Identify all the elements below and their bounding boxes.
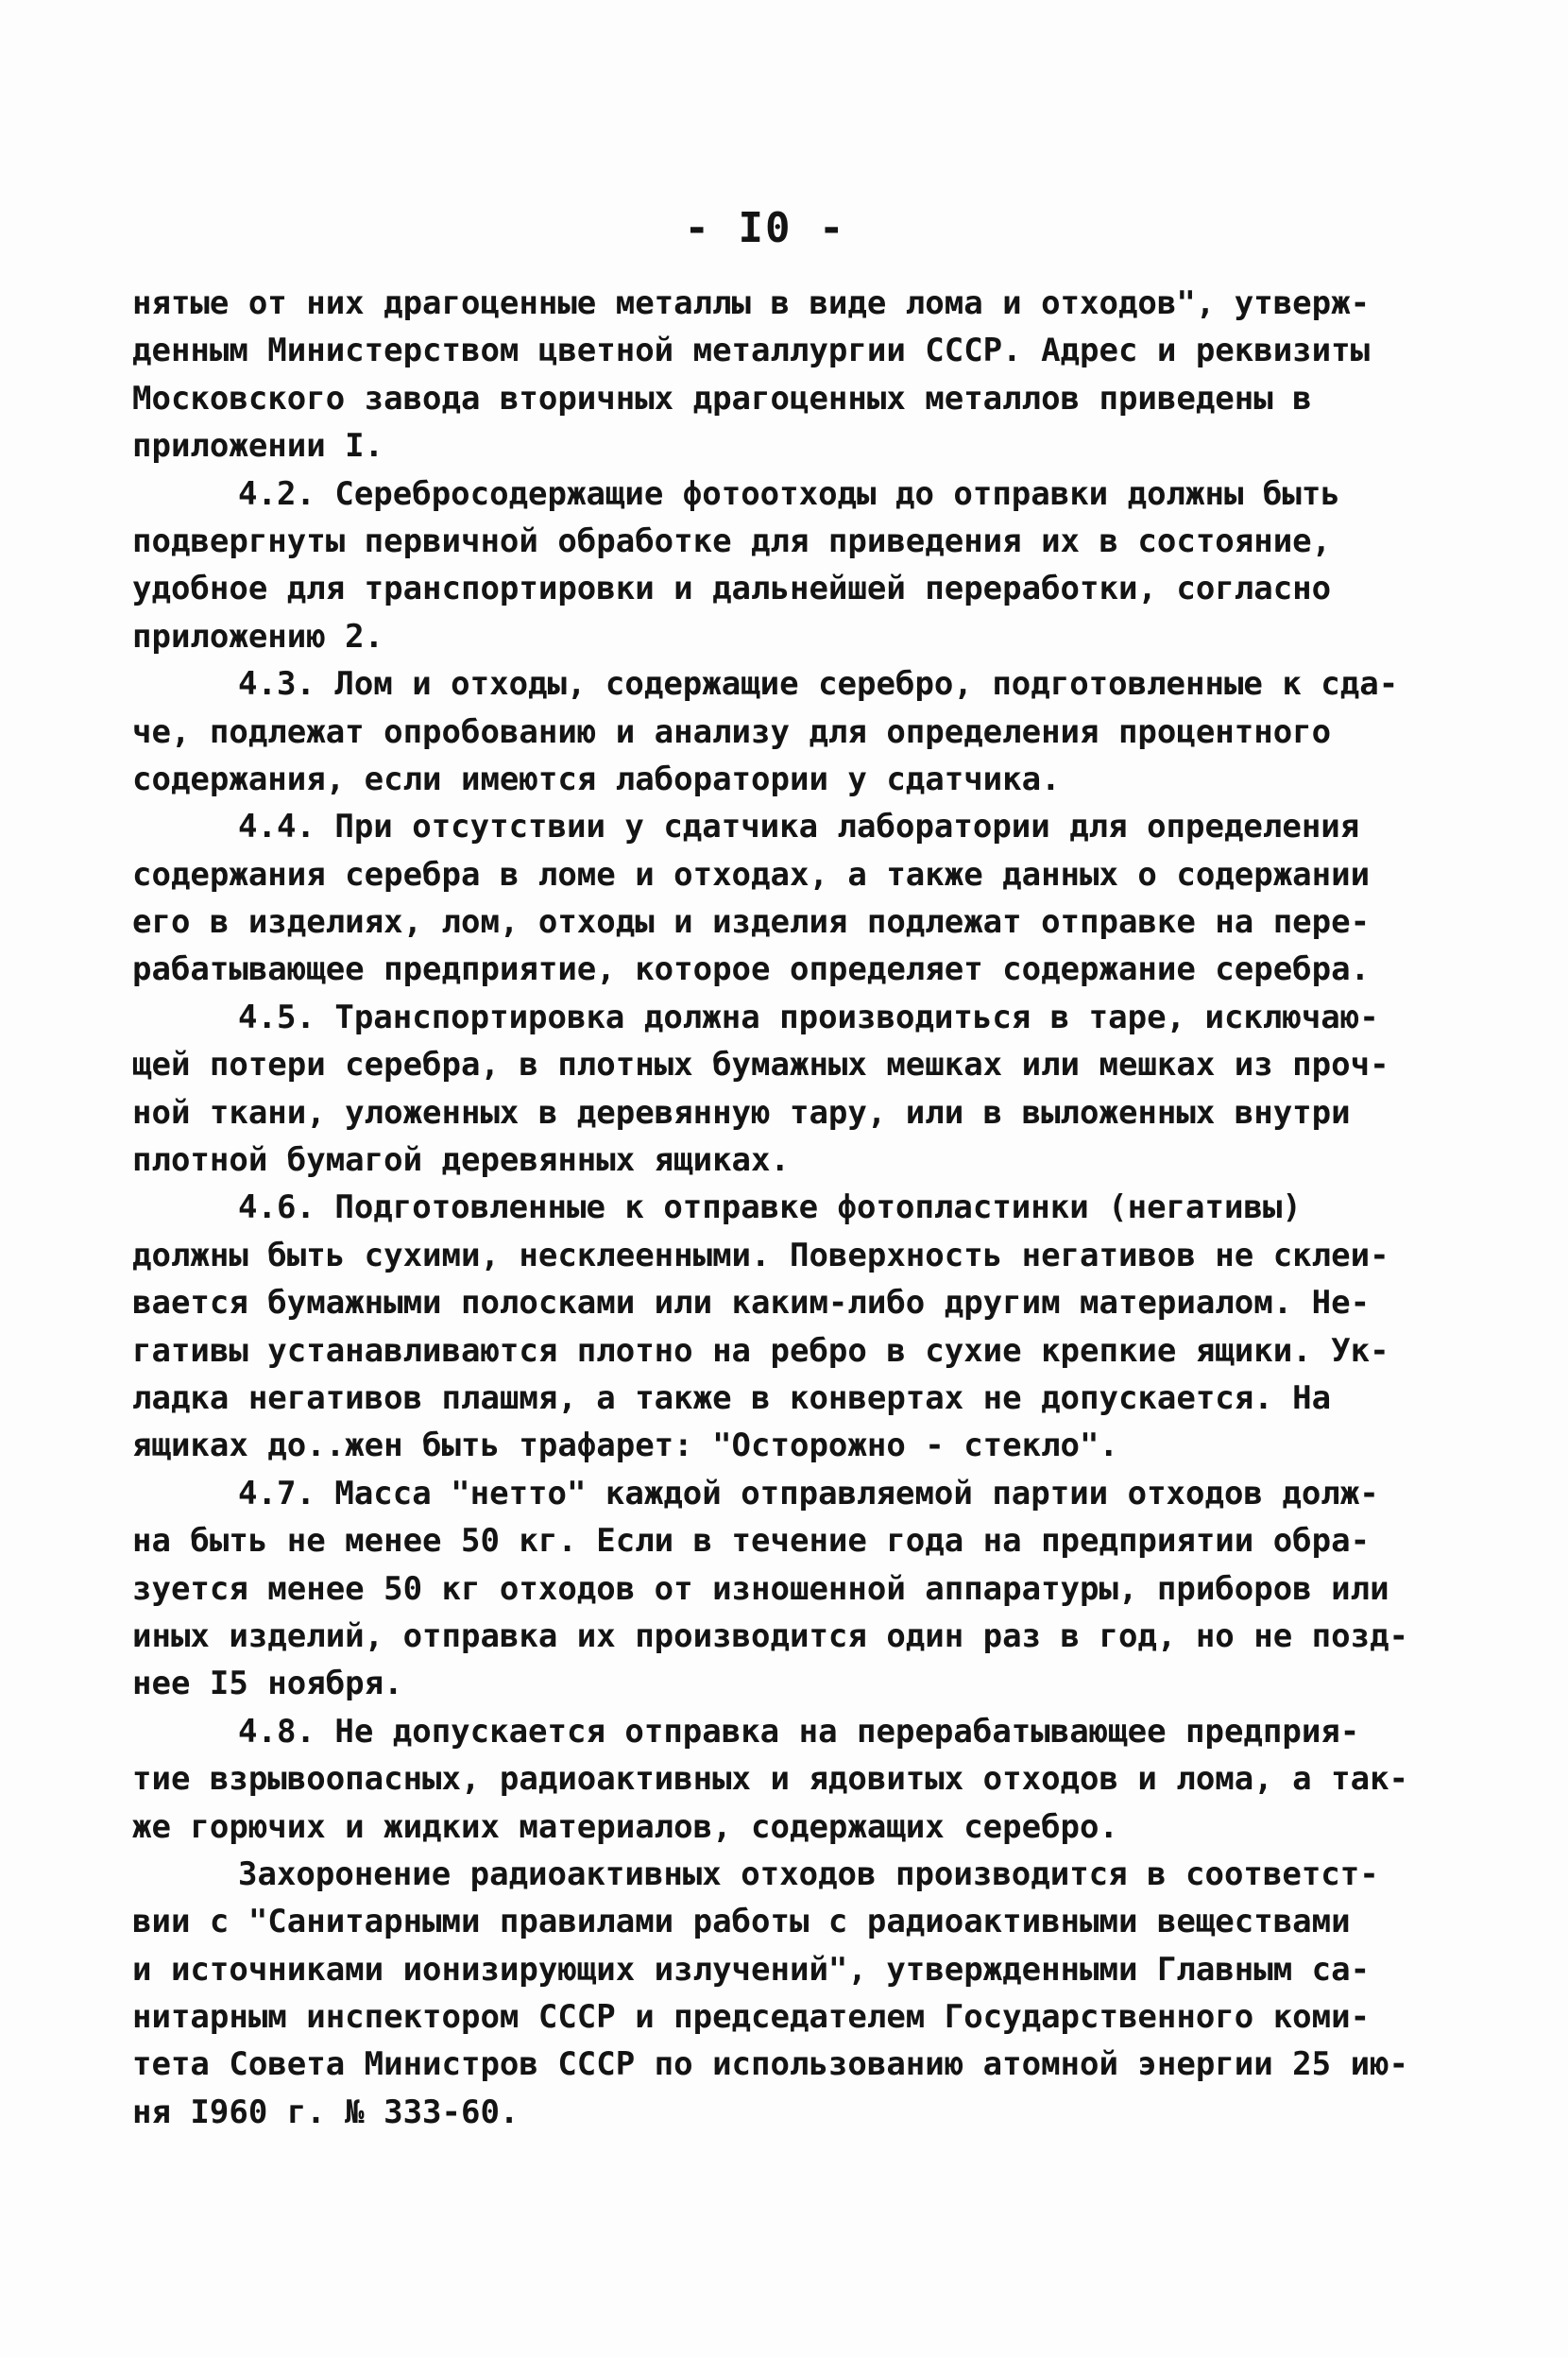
text-line: нитарным инспектором СССР и председателем Государственного коми- (132, 1998, 1371, 2037)
text-line: 4.5. Транспортировка должна производиться в таре, исключаю- (238, 998, 1379, 1036)
text-line: подвергнуты первичной обработке для приведения их в состояние, (132, 521, 1332, 560)
text-line: ня I960 г. № 333-60. (132, 2093, 520, 2131)
text-line: че, подлежат опробованию и анализу для определения процентного (132, 712, 1332, 751)
text-line: щей потери серебра, в плотных бумажных мешках или мешках из проч- (132, 1046, 1389, 1085)
text-line: рабатывающее предприятие, которое определяет содержание серебра. (132, 950, 1371, 989)
text-line: иных изделий, отправка их производится один раз в год, но не позд- (132, 1616, 1409, 1655)
text-line: содержания, если имеются лаборатории у сдатчика. (132, 760, 1061, 798)
text-line: ной ткани, уложенных в деревянную тару, или в выложенных внутри (132, 1093, 1351, 1132)
text-line: тие взрывоопасных, радиоактивных и ядовитых отходов и лома, а так- (132, 1760, 1409, 1799)
text-line: гативы устанавливаются плотно на ребро в сухие крепкие ящики. Ук- (132, 1331, 1389, 1370)
text-line: нее I5 ноября. (132, 1665, 403, 1703)
text-line: же горючих и жидких материалов, содержащих серебро. (132, 1807, 1118, 1846)
text-line: 4.8. Не допускается отправка на перерабатывающее предприя- (238, 1712, 1360, 1751)
text-line: Захоронение радиоактивных отходов производится в соответст- (238, 1854, 1379, 1893)
text-line: 4.7. Масса "нетто" каждой отправляемой партии отходов долж- (238, 1474, 1379, 1512)
text-line: содержания серебра в ломе и отходах, а также данных о содержании (132, 855, 1371, 894)
text-line: Московского завода вторичных драгоценных металлов приведены в (132, 379, 1312, 418)
text-line: удобное для транспортировки и дальнейшей переработки, согласно (132, 570, 1332, 608)
text-line: денным Министерством цветной металлургии СССР. Адрес и реквизиты (132, 332, 1371, 370)
text-line: вается бумажными полосками или каким-либо другим материалом. Не- (132, 1284, 1371, 1323)
text-line: должны быть сухими, несклеенными. Поверхность негативов не склеи- (132, 1236, 1389, 1274)
text-line: ящиках до..жен быть трафарет: "Осторожно - стекло". (132, 1427, 1118, 1465)
text-line: ладка негативов плашмя, а также в конвертах не допускается. На (132, 1378, 1332, 1417)
text-line: нятые от них драгоценные металлы в виде лома и отходов", утверж- (132, 284, 1371, 322)
body-text (132, 280, 1426, 2136)
text-line: зуется менее 50 кг отходов от изношенной аппаратуры, приборов или (132, 1569, 1389, 1608)
text-line: 4.2. Серебросодержащие фотоотходы до отправки должны быть (238, 474, 1340, 513)
text-line: на быть не менее 50 кг. Если в течение года на предприятии обра- (132, 1522, 1371, 1561)
page-number: - I0 - (684, 204, 846, 252)
text-line: 4.4. При отсутствии у сдатчика лаборатории для определения (238, 808, 1360, 846)
text-line: его в изделиях, лом, отходы и изделия подлежат отправке на пере- (132, 903, 1371, 942)
text-line: 4.6. Подготовленные к отправке фотопластинки (негативы) (238, 1188, 1302, 1227)
text-line: плотной бумагой деревянных ящиках. (132, 1141, 790, 1180)
text-line: вии с "Санитарными правилами работы с радиоактивными веществами (132, 1903, 1351, 1941)
text-line: и источниками ионизирующих излучений", утвержденными Главным са- (132, 1950, 1371, 1989)
text-line: тета Совета Министров СССР по использованию атомной энергии 25 ию- (132, 2045, 1409, 2084)
text-line: приложению 2. (132, 617, 384, 656)
text-line: 4.3. Лом и отходы, содержащие серебро, подготовленные к сда- (238, 665, 1399, 704)
text-line: приложении I. (132, 427, 384, 466)
